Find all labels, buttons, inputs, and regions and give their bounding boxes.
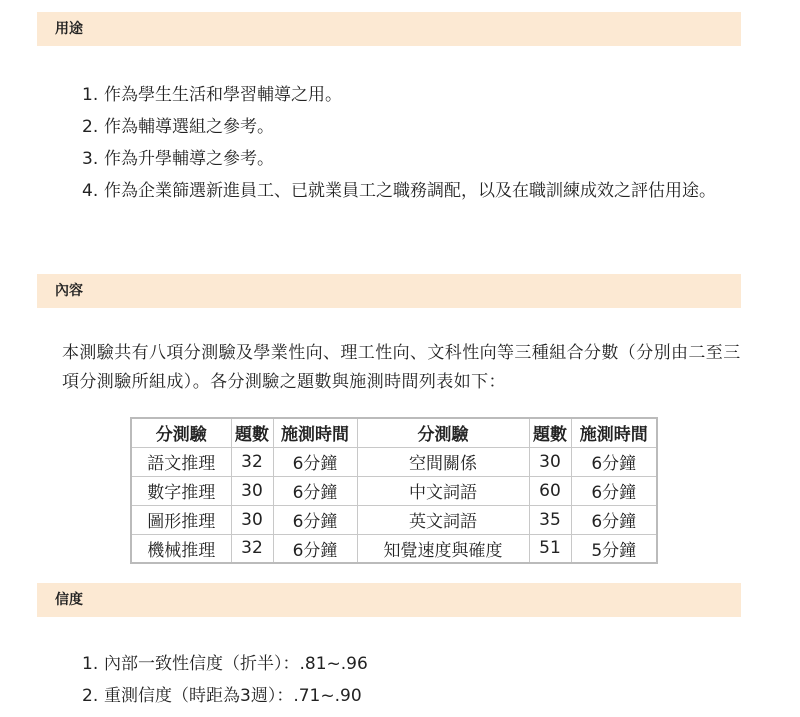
list-item-text: 作為學生生活和學習輔導之用。 [104, 85, 342, 105]
table-cell: 6分鐘 [273, 476, 357, 505]
list-item [82, 680, 742, 712]
table-cell: 6分鐘 [571, 505, 657, 534]
list-item [82, 79, 742, 111]
table-row [131, 476, 657, 505]
table-header-row [131, 418, 657, 447]
usage-list [82, 79, 742, 207]
table-cell: 6分鐘 [571, 476, 657, 505]
list-item [82, 175, 742, 207]
list-item [82, 111, 742, 143]
table-cell: 6分鐘 [273, 505, 357, 534]
list-item-text: 作為輔導選組之參考。 [104, 117, 274, 137]
table-cell: 語文推理 [131, 447, 231, 476]
table-cell: 35 [529, 505, 571, 534]
table-cell: 32 [231, 447, 273, 476]
content-paragraph: 本測驗共有八項分測驗及學業性向、理工性向、文科性向等三種組合分數（分別由二至三項分測驗所組成）。各分測驗之題數與施測時間列表如下： [62, 343, 741, 392]
reliability-list [82, 648, 742, 712]
table-cell: 英文詞語 [357, 505, 529, 534]
table-cell: 數字推理 [131, 476, 231, 505]
table-cell: 51 [529, 534, 571, 563]
column-header: 分測驗 [131, 418, 231, 447]
section-header-usage: 用途 [37, 12, 741, 46]
column-header: 題數 [231, 418, 273, 447]
table-row [131, 447, 657, 476]
table-cell: 30 [529, 447, 571, 476]
column-header: 題數 [529, 418, 571, 447]
table-cell: 中文詞語 [357, 476, 529, 505]
table-cell: 6分鐘 [273, 447, 357, 476]
table-cell: 60 [529, 476, 571, 505]
table-cell: 6分鐘 [273, 534, 357, 563]
list-item-text: 重測信度（時距為3週）：.71~.90 [104, 686, 362, 706]
section-header-reliability: 信度 [37, 583, 741, 617]
list-item-number: 2. [82, 686, 99, 706]
section-header-content: 內容 [37, 274, 741, 308]
table-row [131, 505, 657, 534]
subtests-table [130, 417, 658, 564]
table-cell: 30 [231, 476, 273, 505]
table-row [131, 534, 657, 563]
column-header: 分測驗 [357, 418, 529, 447]
list-item-number: 3. [82, 149, 99, 169]
list-item-text: 內部一致性信度（折半）：.81~.96 [104, 654, 368, 674]
list-item-text: 作為企業篩選新進員工、已就業員工之職務調配，以及在職訓練成效之評估用途。 [104, 181, 716, 201]
column-header: 施測時間 [273, 418, 357, 447]
list-item-number: 1. [82, 654, 99, 674]
table-cell: 知覺速度與確度 [357, 534, 529, 563]
list-item-number: 1. [82, 85, 99, 105]
column-header: 施測時間 [571, 418, 657, 447]
list-item-number: 2. [82, 117, 99, 137]
list-item-text: 作為升學輔導之參考。 [104, 149, 274, 169]
table-cell: 30 [231, 505, 273, 534]
list-item [82, 143, 742, 175]
table-cell: 空間關係 [357, 447, 529, 476]
table-cell: 圖形推理 [131, 505, 231, 534]
list-item [82, 648, 742, 680]
table-cell: 5分鐘 [571, 534, 657, 563]
table-cell: 6分鐘 [571, 447, 657, 476]
table-cell: 機械推理 [131, 534, 231, 563]
table-cell: 32 [231, 534, 273, 563]
list-item-number: 4. [82, 181, 99, 201]
